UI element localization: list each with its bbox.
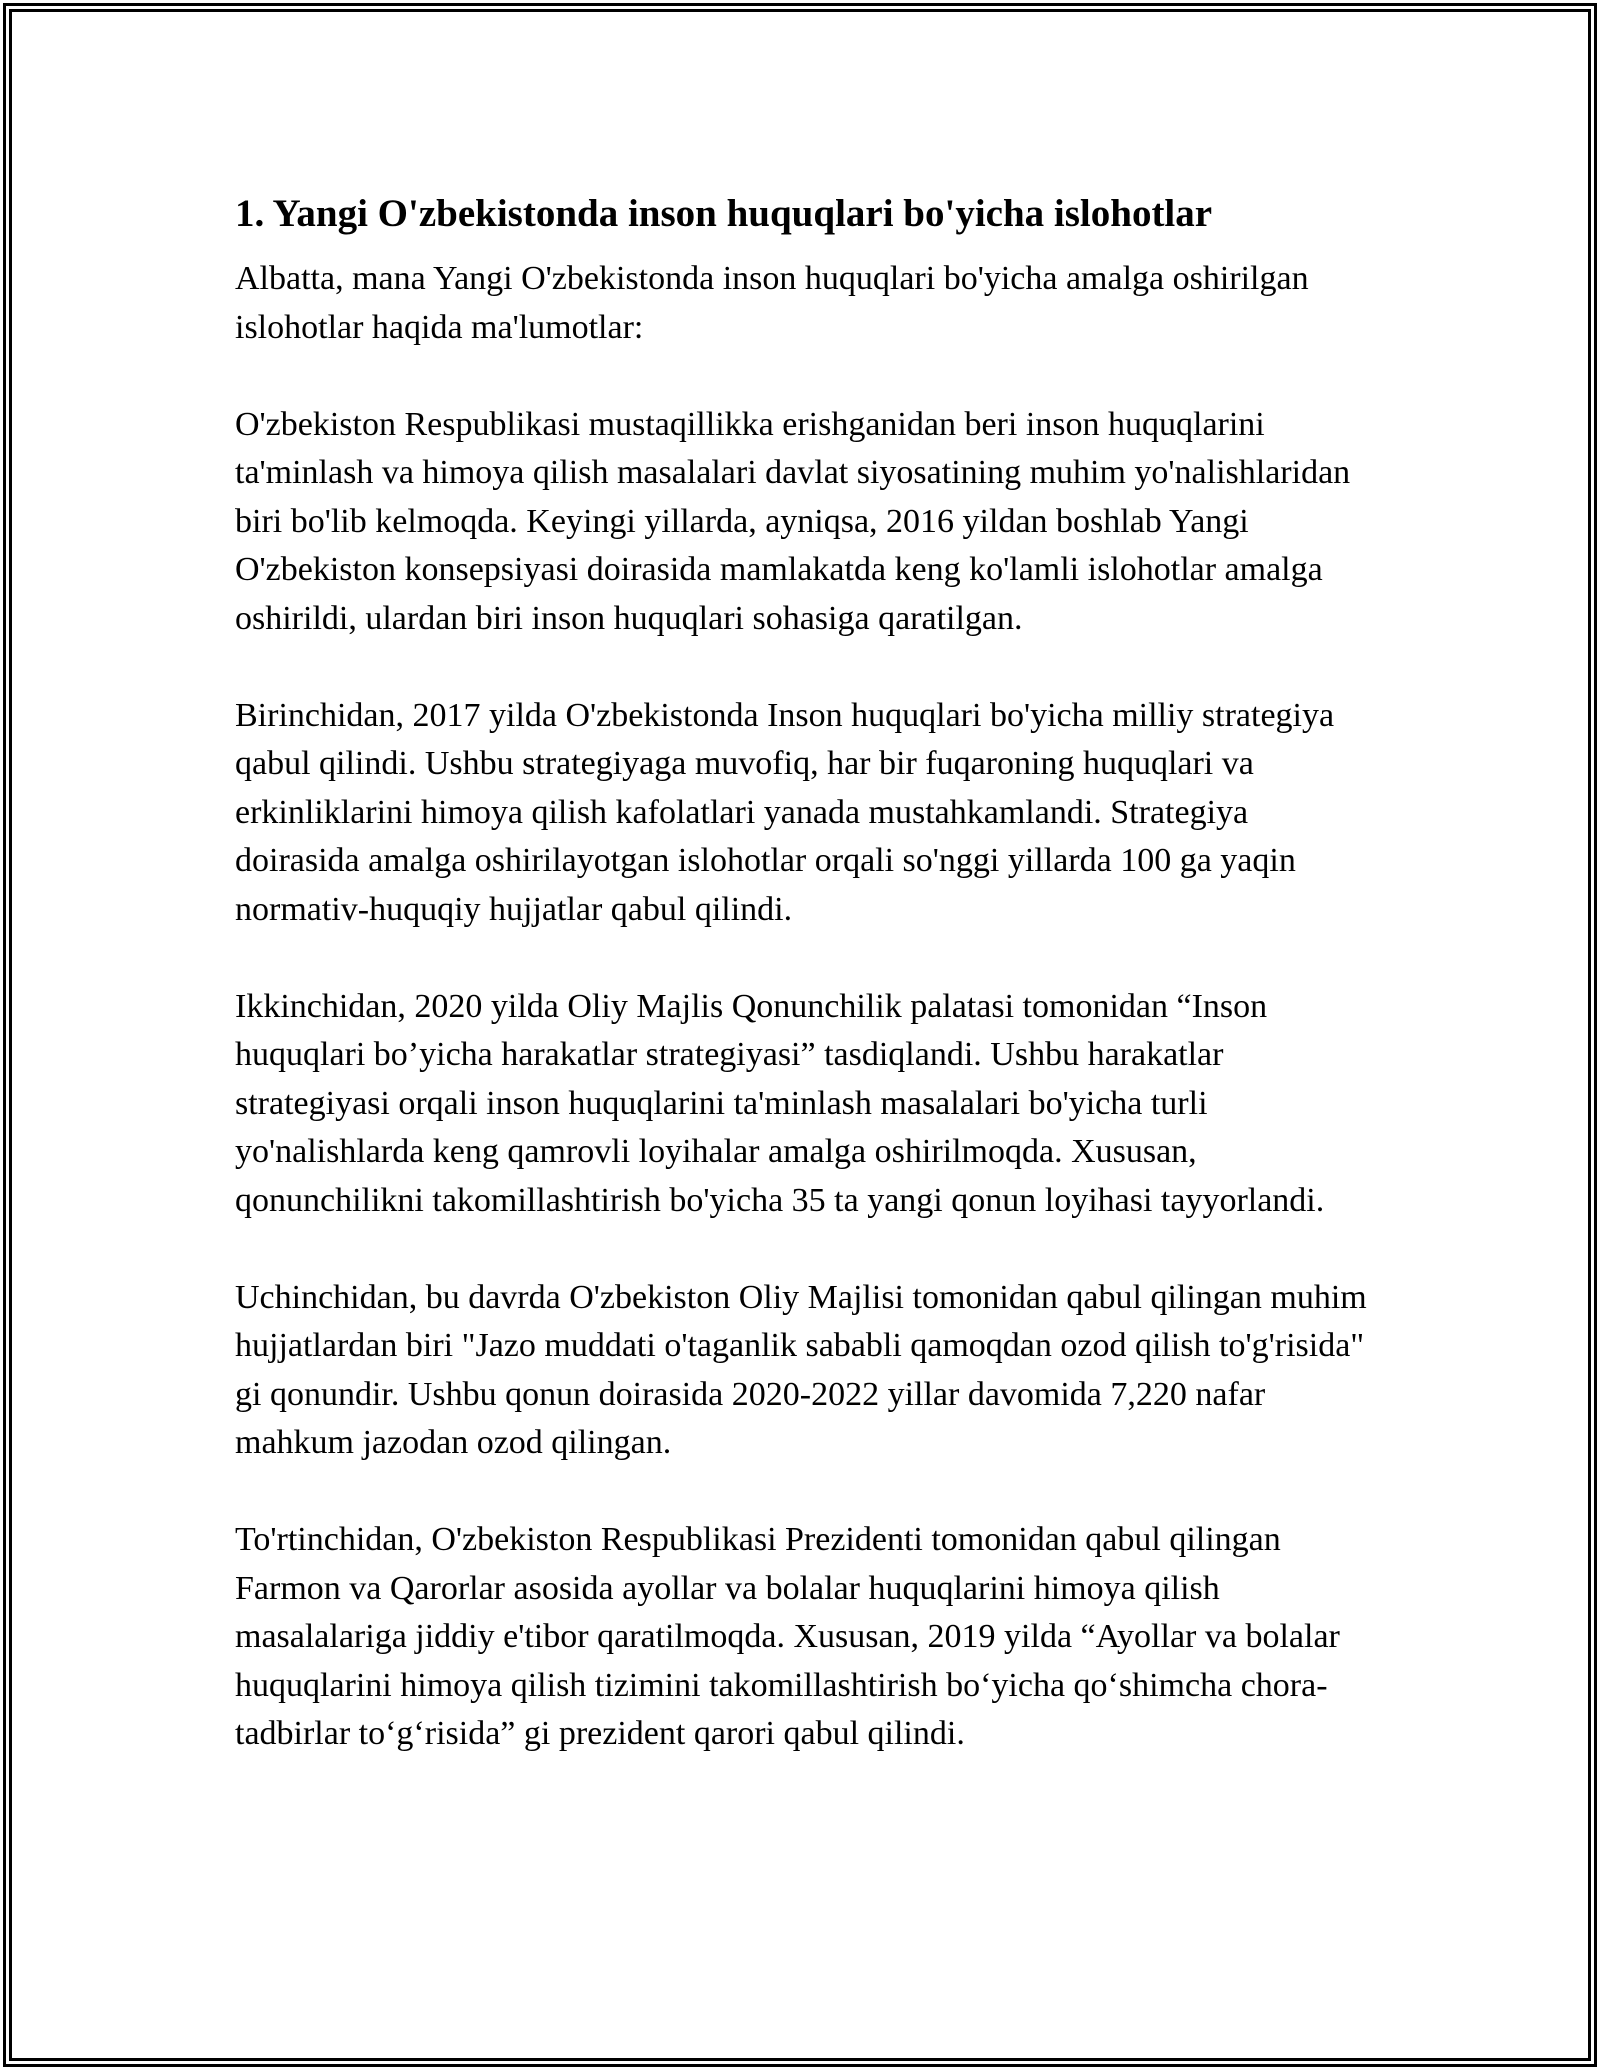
paragraph-second: Ikkinchidan, 2020 yilda Oliy Majlis Qonunchilik palatasi tomonidan “Inson huquqlari bo’yicha harakatlar strategiyasi” tasdiqlandi. Ushbu harakatlar strategiyasi orqali inson huquqlarini ta'minlash masalalari bo'yicha turli yo'nalishlarda keng qamrovli loyihalar amalga oshirilmoqda. Xususan, qonunchilikni takomillashtirish bo'yicha 35 ta yangi qonun loyihasi tayyorlandi. <box>235 987 1325 1219</box>
paragraph-background: O'zbekiston Respublikasi mustaqillikka erishganidan beri inson huquqlarini ta'minlash va himoya qilish masalalari davlat siyosatining muhim yo'nalishlaridan biri bo'lib kelmoqda. Keyingi yillarda, ayniqsa, 2016 yildan boshlab Yangi O'zbekiston konsepsiyasi doirasida mamlakatda keng ko'lamli islohotlar amalga oshirildi, ulardan biri inson huquqlari sohasiga qaratilgan. <box>235 405 1351 637</box>
document-title: 1. Yangi O'zbekistonda inson huquqlari bo'yicha islohotlar <box>235 192 1213 235</box>
paragraph-first: Birinchidan, 2017 yilda O'zbekistonda Inson huquqlari bo'yicha milliy strategiya qabul qilindi. Ushbu strategiyaga muvofiq, har bir fuqaroning huquqlari va erkinliklarini himoya qilish kafolatlari yanada mustahkamlandi. Strategiya doirasida amalga oshirilayotgan islohotlar orqali so'nggi yillarda 100 ga yaqin normativ-huquqiy hujjatlar qabul qilindi. <box>235 696 1335 928</box>
paragraph-fourth: To'rtinchidan, O'zbekiston Respublikasi Prezidenti tomonidan qabul qilingan Farmon va Qarorlar asosida ayollar va bolalar huquqlarini himoya qilish masalalariga jiddiy e'tibor qaratilmoqda. Xususan, 2019 yilda “Ayollar va bolalar huquqlarini himoya qilish tizimini takomillashtirish bo‘yicha qo‘shimcha chora-tadbirlar to‘g‘risida” gi prezident qarori qabul qilindi. <box>235 1521 1340 1752</box>
paragraph-third: Uchinchidan, bu davrda O'zbekiston Oliy Majlisi tomonidan qabul qilingan muhim hujjatlardan biri "Jazo muddati o'taganlik sababli qamoqdan ozod qilish to'g'risida" gi qonundir. Ushbu qonun doirasida 2020-2022 yillar davomida 7,220 nafar mahkum jazodan ozod qilingan. <box>235 1278 1367 1461</box>
paragraph-intro: Albatta, mana Yangi O'zbekistonda inson huquqlari bo'yicha amalga oshirilgan islohotlar haqida ma'lumotlar: <box>235 260 1309 346</box>
document-body <box>235 185 1375 1759</box>
